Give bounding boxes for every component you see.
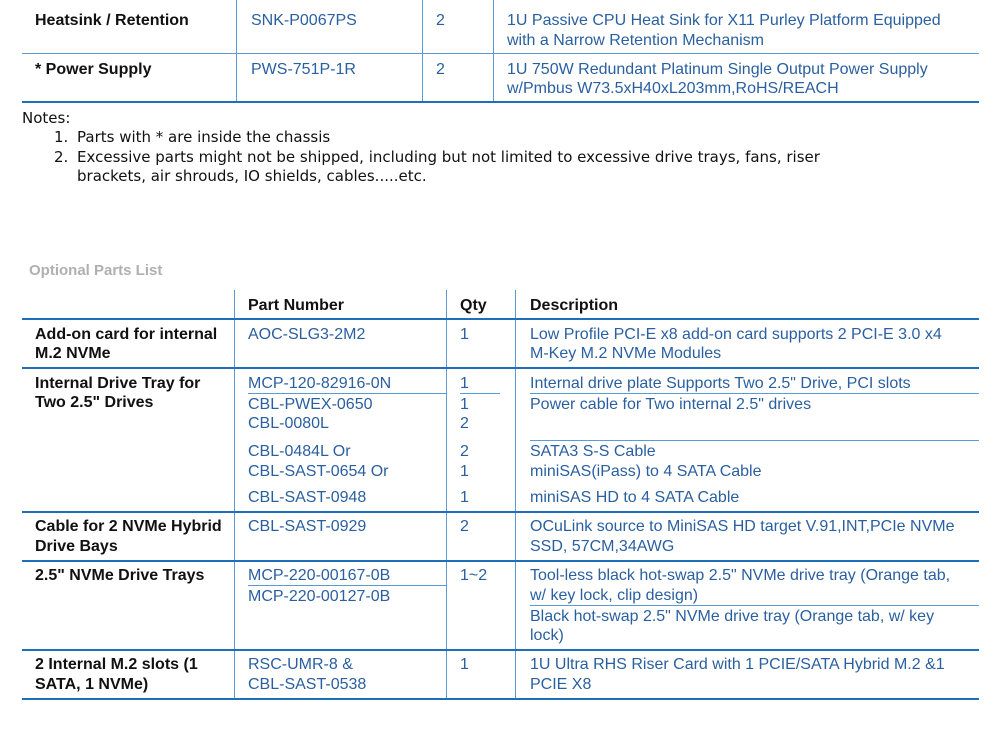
description-line: 1U Passive CPU Heat Sink for X11 Purley Platform Equipped [507, 12, 941, 29]
row-label: Internal Drive Tray for [35, 375, 201, 392]
description-line: SSD, 57CM,34AWG [530, 538, 675, 555]
part-number: CBL-SAST-0929 [248, 518, 367, 535]
table-bottom-border [22, 101, 979, 103]
description-line: miniSAS(iPass) to 4 SATA Cable [530, 463, 762, 480]
sub-divider [530, 393, 979, 394]
row-label: Drive Bays [35, 538, 118, 555]
row-divider [22, 560, 979, 562]
part-number: CBL-PWEX-0650 [248, 396, 373, 413]
sub-divider [248, 393, 446, 394]
header-qty: Qty [460, 297, 487, 314]
description-line: 1U 750W Redundant Platinum Single Output Power Supply [507, 61, 928, 78]
row-label-power-supply: * Power Supply [35, 61, 152, 78]
part-number: CBL-0484L Or [248, 443, 351, 460]
part-number: PWS-751P-1R [251, 61, 356, 78]
part-number: MCP-220-00127-0B [248, 588, 391, 605]
note-number: 2. [54, 148, 69, 166]
quantity: 2 [436, 12, 445, 29]
description-line: lock) [530, 627, 564, 644]
quantity: 1 [460, 463, 469, 480]
row-label: Add-on card for internal [35, 326, 218, 343]
description-line: Internal drive plate Supports Two 2.5" Drive, PCI slots [530, 375, 911, 392]
part-number: MCP-120-82916-0N [248, 375, 392, 392]
column-divider [493, 0, 494, 102]
part-number: CBL-SAST-0948 [248, 489, 367, 506]
part-number: MCP-220-00167-0B [248, 567, 391, 584]
description-line: M-Key M.2 NVMe Modules [530, 345, 722, 362]
row-label: 2 Internal M.2 slots (1 [35, 656, 198, 673]
quantity: 1 [460, 326, 469, 343]
column-divider [234, 290, 235, 700]
quantity: 1 [460, 375, 469, 392]
description-line: w/Pmbus W73.5xH40xL203mm,RoHS/REACH [507, 80, 839, 97]
part-number: CBL-SAST-0654 Or [248, 463, 389, 480]
row-label: SATA, 1 NVMe) [35, 676, 149, 693]
description-line: SATA3 S-S Cable [530, 443, 656, 460]
column-divider [446, 290, 447, 700]
part-number: SNK-P0067PS [251, 12, 357, 29]
description-line: with a Narrow Retention Mechanism [507, 32, 764, 49]
note-text: brackets, air shrouds, IO shields, cables.....etc. [77, 167, 427, 185]
description-line: miniSAS HD to 4 SATA Cable [530, 489, 740, 506]
header-part-number: Part Number [248, 297, 345, 314]
quantity: 2 [460, 518, 469, 535]
row-label-heatsink: Heatsink / Retention [35, 12, 189, 29]
notes-title: Notes: [22, 109, 71, 127]
table-bottom-border [22, 698, 979, 700]
part-number: RSC-UMR-8 & [248, 656, 353, 673]
quantity: 1 [460, 396, 469, 413]
quantity: 1 [460, 656, 469, 673]
note-number: 1. [54, 128, 69, 146]
description-line: OCuLink source to MiniSAS HD target V.91,INT,PCIe NVMe [530, 518, 955, 535]
section-title: Optional Parts List [29, 262, 163, 279]
quantity: 1 [460, 489, 469, 506]
column-divider [515, 290, 516, 700]
row-divider [22, 511, 979, 513]
description-line: Power cable for Two internal 2.5" drives [530, 396, 812, 413]
sub-divider [460, 393, 500, 394]
description-line: w/ key lock, clip design) [530, 587, 699, 604]
description-line: Tool-less black hot-swap 2.5" NVMe drive tray (Orange tab, [530, 567, 951, 584]
description-line: PCIE X8 [530, 676, 592, 693]
sub-divider [248, 585, 446, 586]
header-divider [22, 318, 979, 320]
header-description: Description [530, 297, 619, 314]
part-number: AOC-SLG3-2M2 [248, 326, 366, 343]
sub-divider [530, 440, 979, 441]
description-line: Black hot-swap 2.5" NVMe drive tray (Orange tab, w/ key [530, 608, 935, 625]
part-number: CBL-0080L [248, 415, 329, 432]
column-divider [236, 0, 237, 102]
quantity: 2 [436, 61, 445, 78]
note-text: Parts with * are inside the chassis [77, 128, 331, 146]
row-divider [22, 649, 979, 651]
quantity: 2 [460, 443, 469, 460]
quantity: 1~2 [460, 567, 488, 584]
column-divider [422, 0, 423, 102]
part-number: CBL-SAST-0538 [248, 676, 367, 693]
sub-divider [530, 605, 979, 606]
row-divider [22, 367, 979, 369]
row-label: M.2 NVMe [35, 345, 111, 362]
row-label: Two 2.5" Drives [35, 394, 154, 411]
quantity: 2 [460, 415, 469, 432]
description-line: 1U Ultra RHS Riser Card with 1 PCIE/SATA Hybrid M.2 &1 [530, 656, 945, 673]
row-label: 2.5" NVMe Drive Trays [35, 567, 205, 584]
row-label: Cable for 2 NVMe Hybrid [35, 518, 222, 535]
note-text: Excessive parts might not be shipped, including but not limited to excessive drive trays, fans, riser [77, 148, 820, 166]
description-line: Low Profile PCI-E x8 add-on card supports 2 PCI-E 3.0 x4 [530, 326, 942, 343]
row-divider [22, 53, 979, 54]
